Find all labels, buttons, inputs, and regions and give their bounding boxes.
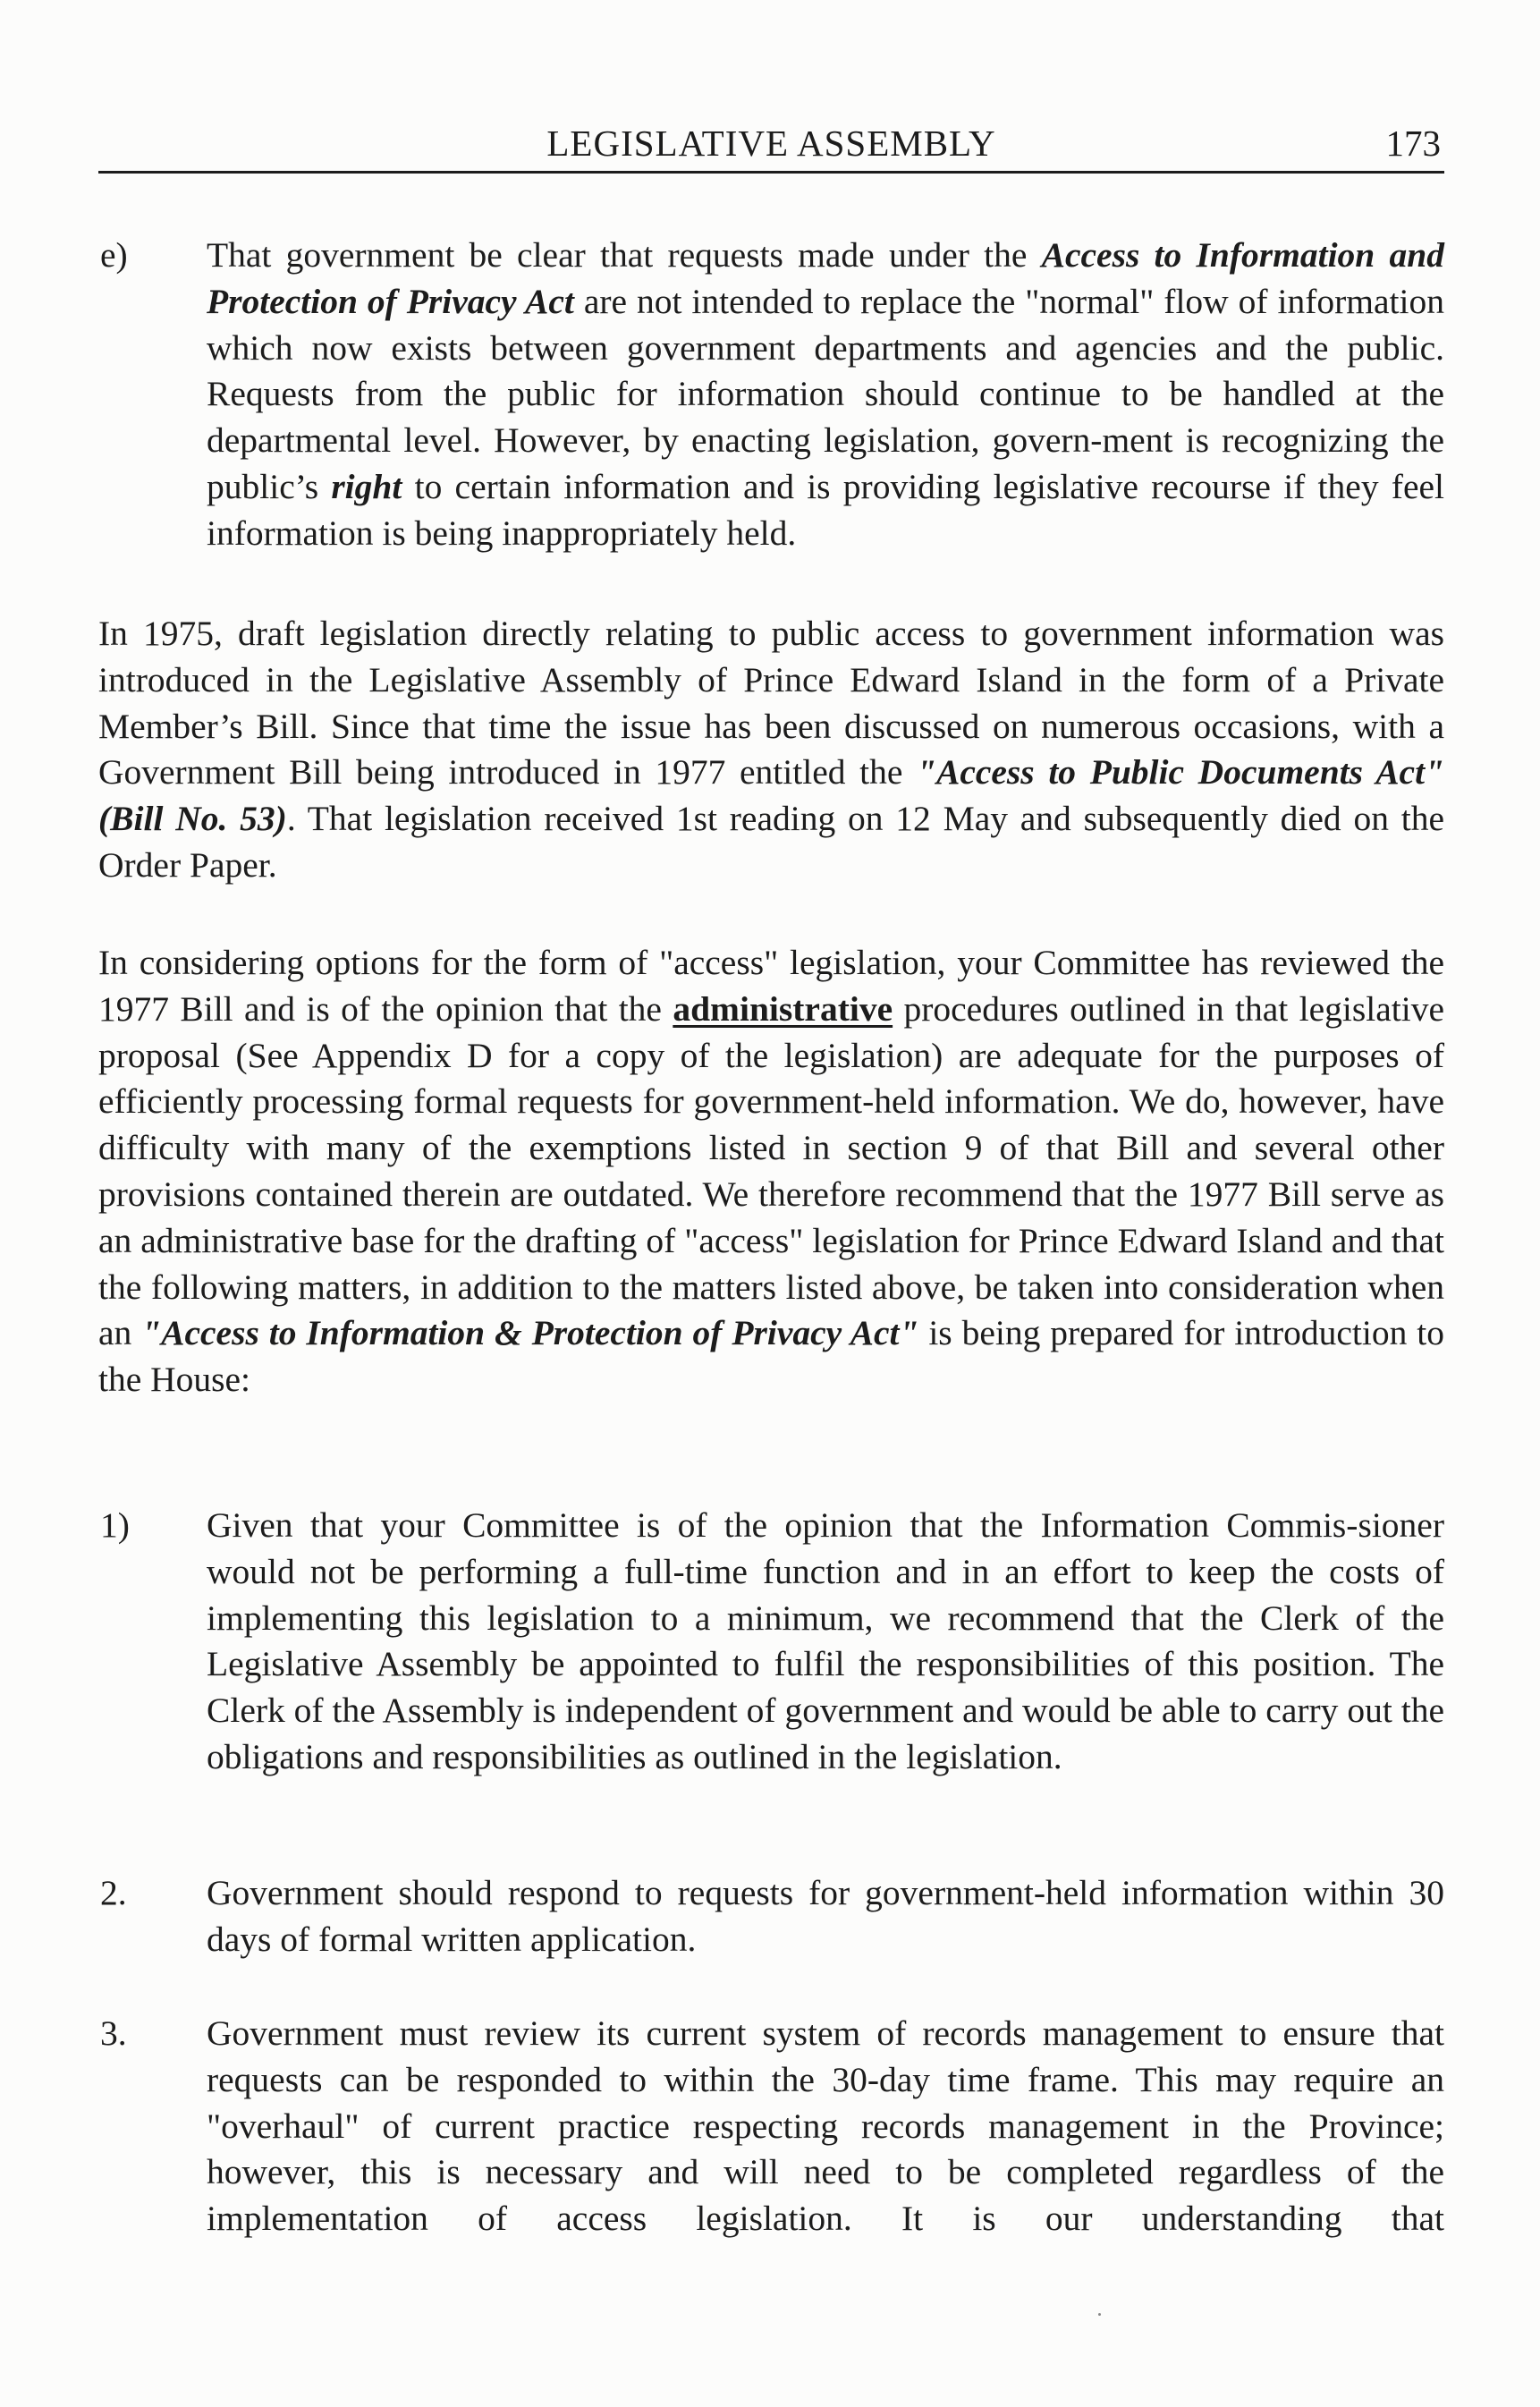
paragraph-considering-text-3: is being prepared for introduction to the House: bbox=[98, 1313, 1444, 1400]
act-title-emphasis: Access to Information and Protection of Privacy Act bbox=[207, 235, 1444, 321]
paragraph-1975-text-2: . That legislation received 1st reading on 12 May and subsequently died on the Order Paper. bbox=[98, 799, 1444, 885]
item-e-text-3: to certain information and is providing legislative recourse if they feel information is being inappropriately held. bbox=[207, 466, 1444, 553]
paragraph-considering-text-2: procedures outlined in that legislative proposal (See Appendix D for a copy of the legislation) are adequate for the purposes of efficiently processing formal requests for government-held information. We do, however, have difficulty with many of the exemptions listed in section 9 of that Bill and several other provisions contained therein are outdated. We therefore recommend that the 1977 Bill serve as an administrative base for the drafting of "access" legislation for Prince Edward Island and that the following matters, in addition to the matters listed above, be taken into consideration when an bbox=[98, 988, 1444, 1353]
paragraph-considering-text-1: In considering options for the form of "access" legislation, your Committee has reviewed the 1977 Bill and is of the opinion that the bbox=[98, 943, 1444, 1029]
item-3-text: Government must review its current system of records management to ensure that requests can be responded to within the 30-day time frame. This may require an "overhaul" of current practice respecting records management in the Province; however, this is necessary and will need to be completed regardless of the implementation of access legislation. It is our understanding that bbox=[207, 2013, 1444, 2239]
paragraph-1975 bbox=[98, 611, 1444, 889]
scan-speck bbox=[1098, 2313, 1101, 2316]
administrative-emphasis: administrative bbox=[673, 988, 893, 1029]
item-e-text-1: That government be clear that requests made under the bbox=[207, 235, 1042, 275]
bill-title-emphasis: "Access to Public Documents Act" (Bill No. 53) bbox=[98, 752, 1444, 839]
right-emphasis: right bbox=[331, 466, 402, 506]
running-title: LEGISLATIVE ASSEMBLY bbox=[546, 123, 996, 164]
page-number: 173 bbox=[1385, 123, 1441, 164]
item-e-text-2: are not intended to replace the "normal" flow of information which now exists between government departments and agencies and the public. Requests from the public for information should continue to be handled at the departmental level. However, by enacting legislation, govern-ment is recognizing the public’s bbox=[207, 281, 1444, 506]
item-2-marker: 2. bbox=[100, 1873, 127, 1912]
item-2-text: Government should respond to requests for government-held information within 30 days of formal written application. bbox=[207, 1873, 1444, 1959]
item-1-marker: 1) bbox=[100, 1505, 130, 1545]
paragraph-considering bbox=[98, 940, 1444, 1403]
item-1-text: Given that your Committee is of the opinion that the Information Commis-sioner would not be performing a full-time function and in an effort to keep the costs of implementing this legislation to a minimum, we recommend that the Clerk of the Legislative Assembly be appointed to fulfil the responsibilities of this position. The Clerk of the Assembly is independent of government and would be able to carry out the obligations and responsibilities as outlined in the legislation. bbox=[207, 1505, 1444, 1776]
page-header bbox=[98, 118, 1444, 177]
act-title-emphasis-2: "Access to Information & Protection of Privacy Act" bbox=[141, 1313, 919, 1353]
item-e-text bbox=[207, 233, 1444, 557]
item-3-marker: 3. bbox=[100, 2013, 127, 2053]
item-e-marker: e) bbox=[100, 235, 128, 275]
header-rule bbox=[98, 171, 1444, 174]
paragraph-1975-text-1: In 1975, draft legislation directly relating to public access to government information was introduced in the Legislative Assembly of Prince Edward Island in the form of a Private Member’s Bill. Since that time the issue has been discussed on numerous occasions, with a Government Bill being introduced in 1977 entitled the bbox=[98, 614, 1444, 792]
